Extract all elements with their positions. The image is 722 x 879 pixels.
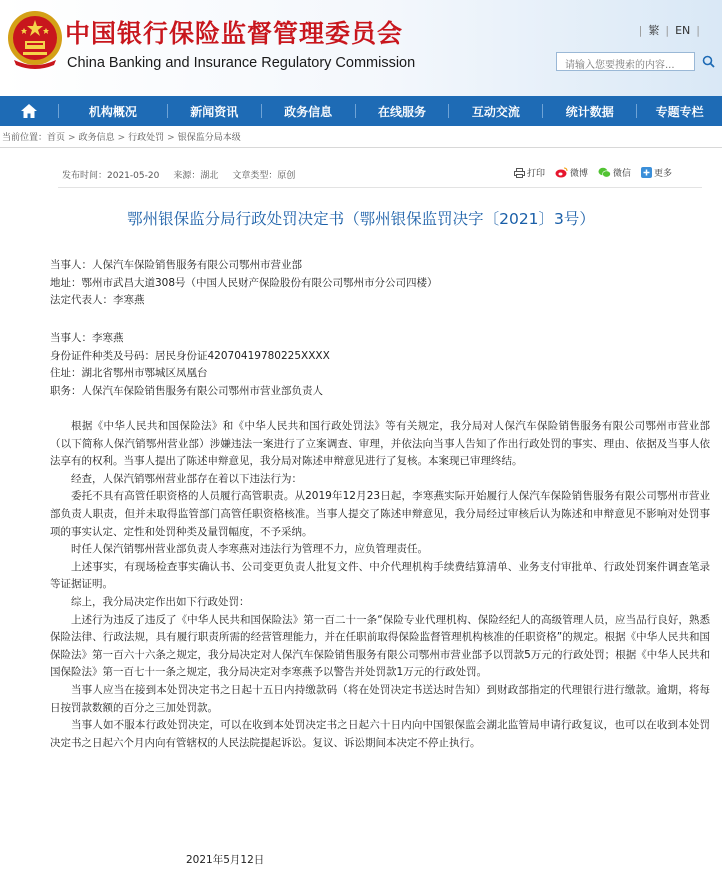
party-person-name: 当事人：李寒燕 <box>50 332 124 344</box>
breadcrumb-prefix: 当前位置： <box>2 133 48 143</box>
wechat-label: 微信 <box>613 169 632 179</box>
weibo-label: 微博 <box>570 169 589 179</box>
party-person-position: 职务：人保汽车保险销售服务有限公司鄂州市营业部负责人 <box>50 384 323 397</box>
nav-item-about[interactable]: 机构概况 <box>88 104 137 119</box>
party-person-block <box>50 330 710 400</box>
paragraph: 根据《中华人民共和国保险法》和《中华人民共和国行政处罚法》等有关规定，我分局对人保汽车保险销售服务有限公司鄂州市营业部（以下简称人保汽销鄂州营业部）涉嫌违法一案进行了立案调查、审理，并依法向当事人告知了作出行政处罚的事实、理由、依据及当事人依法享有的权利。当事人提出了陈述申辩意见，我分局对陈述申辩意见进行了复核。本案现已审理终结。 <box>50 420 710 468</box>
paragraph: 当事人应当在接到本处罚决定书之日起十五日内持缴款码（将在处罚决定书送达时告知）到财政部指定的代理银行进行缴款。逾期，将每日按罚款数额的百分之三加处罚款。 <box>50 683 710 714</box>
search-icon <box>702 55 715 68</box>
breadcrumb-separator: > <box>117 133 126 143</box>
breadcrumb-link-administrative-penalty[interactable]: 行政处罚 <box>128 133 165 143</box>
site-title-english: China Banking and Insurance Regulatory Commission <box>67 55 416 71</box>
paragraph: 委托不具有高管任职资格的人员履行高管职责。从2019年12月23日起，李寒燕实际开始履行人保汽车保险销售服务有限公司鄂州市营业部负责人职责，但并未取得监管部门高管任职资格核准。当事人提交了陈述申辩意见，我分局经过审核后认为陈述和申辩意见不影响对处罚事项的事实认定、定性和处罚种类及量罚幅度，不予采纳。 <box>50 490 710 538</box>
article-type: 文章类型：原创 <box>232 171 296 181</box>
article-title: 鄂州银保监分局行政处罚决定书（鄂州银保监罚决字〔2021〕3号） <box>127 210 595 228</box>
plus-icon <box>641 167 652 178</box>
paragraph: 当事人如不服本行政处罚决定，可以在收到本处罚决定书之日起六十日内向中国银保监会湖北监管局申请行政复议，也可以在收到本处罚决定书之日起六个月内向有管辖权的人民法院提起诉讼。复议、诉讼期间本决定不停止执行。 <box>50 719 710 749</box>
breadcrumb-link-government-info[interactable]: 政务信息 <box>78 133 115 143</box>
language-links <box>633 22 706 38</box>
breadcrumb <box>2 130 241 143</box>
paragraph: 时任人保汽销鄂州营业部负责人李寒燕对违法行为管理不力，应负管理责任。 <box>71 543 428 556</box>
party-company-block <box>50 257 710 310</box>
nav-item-special-topics[interactable]: 专题专栏 <box>655 104 704 119</box>
publish-time: 发布时间：2021-05-20 <box>62 171 160 181</box>
breadcrumb-separator: > <box>167 133 175 143</box>
lang-separator: | <box>638 24 643 37</box>
search-button[interactable] <box>698 52 718 71</box>
nav-item-news[interactable]: 新闻资讯 <box>190 104 239 119</box>
search-box <box>556 52 695 71</box>
traditional-chinese-link[interactable]: 繁 <box>648 24 660 37</box>
print-icon <box>514 168 525 178</box>
main-nav <box>0 96 722 126</box>
nav-home-button[interactable] <box>0 96 58 126</box>
article-meta <box>62 168 309 181</box>
party-company-name: 当事人：人保汽车保险销售服务有限公司鄂州市营业部 <box>50 259 302 271</box>
paragraph: 上述事实，有现场检查事实确认书、公司变更负责人批复文件、中介代理机构手续费结算清单、业务支付审批单、行政处罚案件调查笔录等证据证明。 <box>50 560 710 591</box>
weibo-share-button[interactable] <box>555 166 588 179</box>
party-person-id: 身份证件种类及号码：居民身份证42070419780225XXXX <box>50 349 330 362</box>
paragraph: 综上，我分局决定作出如下行政处罚： <box>71 595 250 608</box>
paragraph: 上述行为违反了违反了《中华人民共和国保险法》第一百二十一条“保险专业代理机构、保险经纪人的高级管理人员，应当品行良好，熟悉保险法律、行政法规，具有履行职责所需的经营管理能力，并在任职前取得保险监督管理机构核准的任职资格”的规定。根据《中华人民共和国保险法》第一百六十六条之规定，我分局决定对人保汽车保险销售服务有限公司鄂州市营业部予以罚款5万元的行政处罚；根据《中华人民共和国保险法》第一百七十一条之规定，我分局决定对李寒燕予以警告并处罚款1万元的行政处罚。 <box>50 613 710 679</box>
meta-divider <box>58 187 702 188</box>
share-toolbar <box>514 166 682 179</box>
print-label: 打印 <box>527 169 546 179</box>
lang-separator: | <box>665 24 670 37</box>
lang-separator: | <box>696 24 700 37</box>
english-link[interactable]: EN <box>675 24 691 37</box>
decision-date: 2021年5月12日 <box>186 854 265 866</box>
search-input[interactable] <box>557 57 683 74</box>
wechat-share-button[interactable] <box>598 166 631 179</box>
print-button[interactable] <box>514 166 545 179</box>
more-label: 更多 <box>654 169 673 179</box>
decision-body <box>50 418 710 752</box>
home-icon <box>21 104 37 118</box>
party-company-legal-rep: 法定代表人：李寒燕 <box>50 294 145 307</box>
nav-item-online-service[interactable]: 在线服务 <box>377 104 426 119</box>
more-share-button[interactable] <box>641 166 672 179</box>
breadcrumb-separator: > <box>68 133 76 143</box>
site-title-chinese: 中国银行保险监督管理委员会 <box>65 19 404 48</box>
nav-item-statistics[interactable]: 统计数据 <box>565 104 614 119</box>
nav-item-interaction[interactable]: 互动交流 <box>471 104 520 119</box>
weibo-icon <box>555 167 568 178</box>
breadcrumb-divider <box>0 147 722 148</box>
breadcrumb-link-branch-level[interactable]: 银保监分局本级 <box>177 133 241 143</box>
national-emblem-icon <box>6 8 64 70</box>
article-source: 来源：湖北 <box>173 171 219 181</box>
wechat-icon <box>598 167 611 178</box>
breadcrumb-link-home[interactable]: 首页 <box>47 133 66 143</box>
site-header <box>0 0 722 96</box>
party-company-address: 地址：鄂州市武昌大道308号（中国人民财产保险股份有限公司鄂州市分公司四楼） <box>50 276 438 289</box>
party-person-address: 住址：湖北省鄂州市鄂城区凤凰台 <box>50 367 208 380</box>
nav-item-government-info[interactable]: 政务信息 <box>284 104 333 119</box>
paragraph: 经查，人保汽销鄂州营业部存在着以下违法行为： <box>71 472 302 485</box>
